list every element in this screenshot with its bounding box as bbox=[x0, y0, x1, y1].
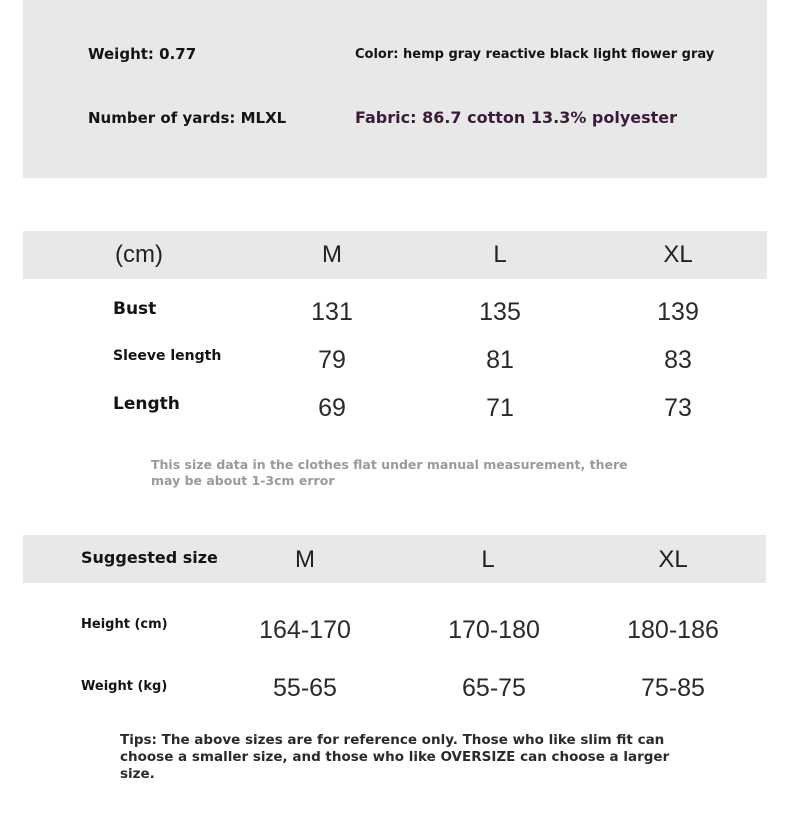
size-tips: Tips: The above sizes are for reference only. Those who like slim fit can choose a smaller size, and those who like OVERSIZE can choose a larger size. bbox=[120, 732, 670, 782]
row-label-weight: Weight (kg) bbox=[81, 679, 168, 694]
weight-info: Weight: 0.77 bbox=[88, 45, 197, 63]
yards-info: Number of yards: MLXL bbox=[88, 109, 287, 127]
color-info: Color: hemp gray reactive black light flower gray bbox=[355, 47, 715, 62]
bust-xl: 139 bbox=[657, 298, 699, 326]
fabric-info: Fabric: 86.7 cotton 13.3% polyester bbox=[355, 108, 678, 127]
measurement-note: This size data in the clothes flat under manual measurement, there may be about 1-3cm error bbox=[151, 457, 628, 488]
bust-l: 135 bbox=[479, 298, 521, 326]
product-info-panel bbox=[23, 0, 767, 178]
sleeve-m: 79 bbox=[318, 346, 346, 374]
height-l: 170-180 bbox=[448, 616, 540, 644]
suggested-column-l: L bbox=[481, 546, 495, 573]
weight-m: 55-65 bbox=[273, 674, 337, 702]
length-m: 69 bbox=[318, 394, 346, 422]
bust-m: 131 bbox=[311, 298, 353, 326]
weight-l: 65-75 bbox=[462, 674, 526, 702]
suggested-column-m: M bbox=[295, 546, 315, 573]
length-l: 71 bbox=[486, 394, 514, 422]
sleeve-l: 81 bbox=[486, 346, 514, 374]
length-xl: 73 bbox=[664, 394, 692, 422]
height-m: 164-170 bbox=[259, 616, 351, 644]
row-label-height: Height (cm) bbox=[81, 617, 168, 632]
row-label-sleeve-length: Sleeve length bbox=[113, 348, 222, 364]
unit-header: (cm) bbox=[115, 241, 163, 268]
suggested-column-xl: XL bbox=[658, 546, 688, 573]
sleeve-xl: 83 bbox=[664, 346, 692, 374]
column-header-m: M bbox=[322, 241, 342, 268]
suggested-size-title: Suggested size bbox=[81, 548, 218, 567]
weight-xl: 75-85 bbox=[641, 674, 705, 702]
column-header-xl: XL bbox=[663, 241, 693, 268]
row-label-length: Length bbox=[113, 394, 180, 414]
row-label-bust: Bust bbox=[113, 299, 157, 319]
height-xl: 180-186 bbox=[627, 616, 719, 644]
column-header-l: L bbox=[493, 241, 507, 268]
